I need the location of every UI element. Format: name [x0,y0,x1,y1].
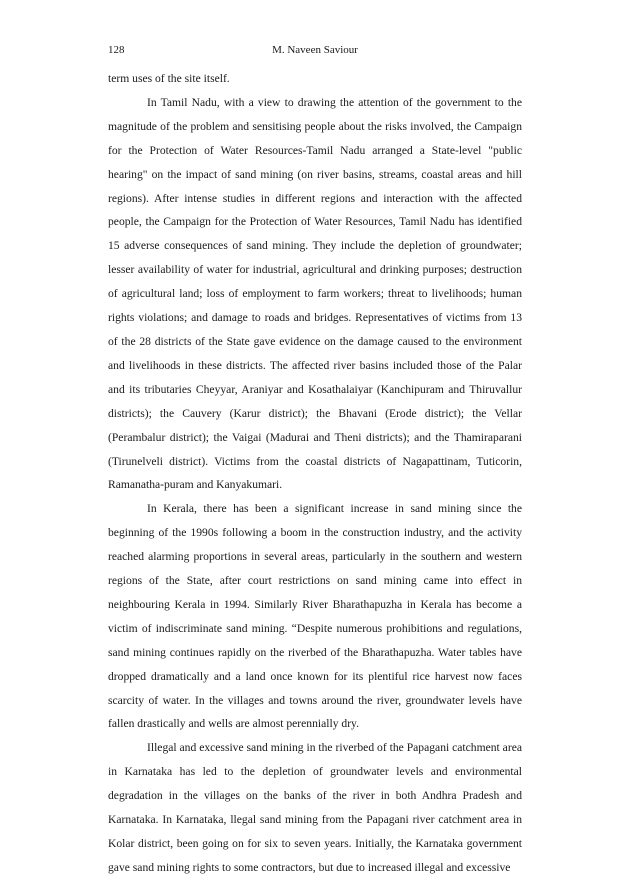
paragraph-tamil-nadu: In Tamil Nadu, with a view to drawing the attention of the government to the magnitude of the problem and sensitising people about the risks involved, the Campaign for the Protection of Water Resources-Tamil Nadu arranged a State-level "public hearing" on the impact of sand mining (on river basins, streams, coastal areas and hill regions). After intense studies in different regions and interaction with the affected people, the Campaign for the Protection of Water Resources, Tamil Nadu has identified 15 adverse consequences of sand mining. They include the depletion of groundwater; lesser availability of water for industrial, agricultural and drinking purposes; destruction of agricultural land; loss of employment to farm workers; threat to livelihoods; human rights violations; and damage to roads and bridges. Representatives of victims from 13 of the 28 districts of the State gave evidence on the damage caused to the environment and livelihoods in these districts. The affected river basins included those of the Palar and its tributaries Cheyyar, Araniyar and Kosathalaiyar (Kanchipuram and Thiruvallur districts); the Cauvery (Karur district); the Bhavani (Erode district); the Vellar (Perambalur district); the Vaigai (Madurai and Theni districts); and the Thamiraparani (Tirunelveli district). Victims from the coastal districts of Nagapattinam, Tuticorin, Ramanatha-puram and Kanyakumari. [108,95,522,492]
page-number: 128 [108,44,125,56]
paragraph-karnataka: Illegal and excessive sand mining in the riverbed of the Papagani catchment area in Karnataka has led to the depletion of groundwater levels and environmental degradation in the villages on the banks of the river in both Andhra Pradesh and Karnataka. In Karnataka, llegal sand mining from the Papagani river catchment area in Kolar district, been going on for six to seven years. Initially, the Karnataka government gave sand mining rights to some contractors, but due to increased illegal and excessive [108,741,522,874]
paragraph-kerala: In Kerala, there has been a significant increase in sand mining since the beginning of the 1990s following a boom in the construction industry, and the activity reached alarming proportions in several areas, particularly in the southern and western regions of the State, after court restrictions on sand mining came into effect in neighbouring Kerala in 1994. Similarly River Bharathapuzha in Kerala has become a victim of indiscriminate sand mining. “Despite numerous prohibitions and regulations, sand mining continues rapidly on the riverbed of the Bharathapuzha. Water tables have dropped dramatically and a land once known for its plentiful rice harvest now faces scarcity of water. In the villages and towns around the river, groundwater levels have fallen drastically and wells are almost perennially dry. [108,502,522,731]
paragraph-continuation: term uses of the site itself. [108,72,230,85]
page-header [108,41,522,59]
running-head: M. Naveen Saviour [272,44,358,56]
body-text [108,67,522,880]
